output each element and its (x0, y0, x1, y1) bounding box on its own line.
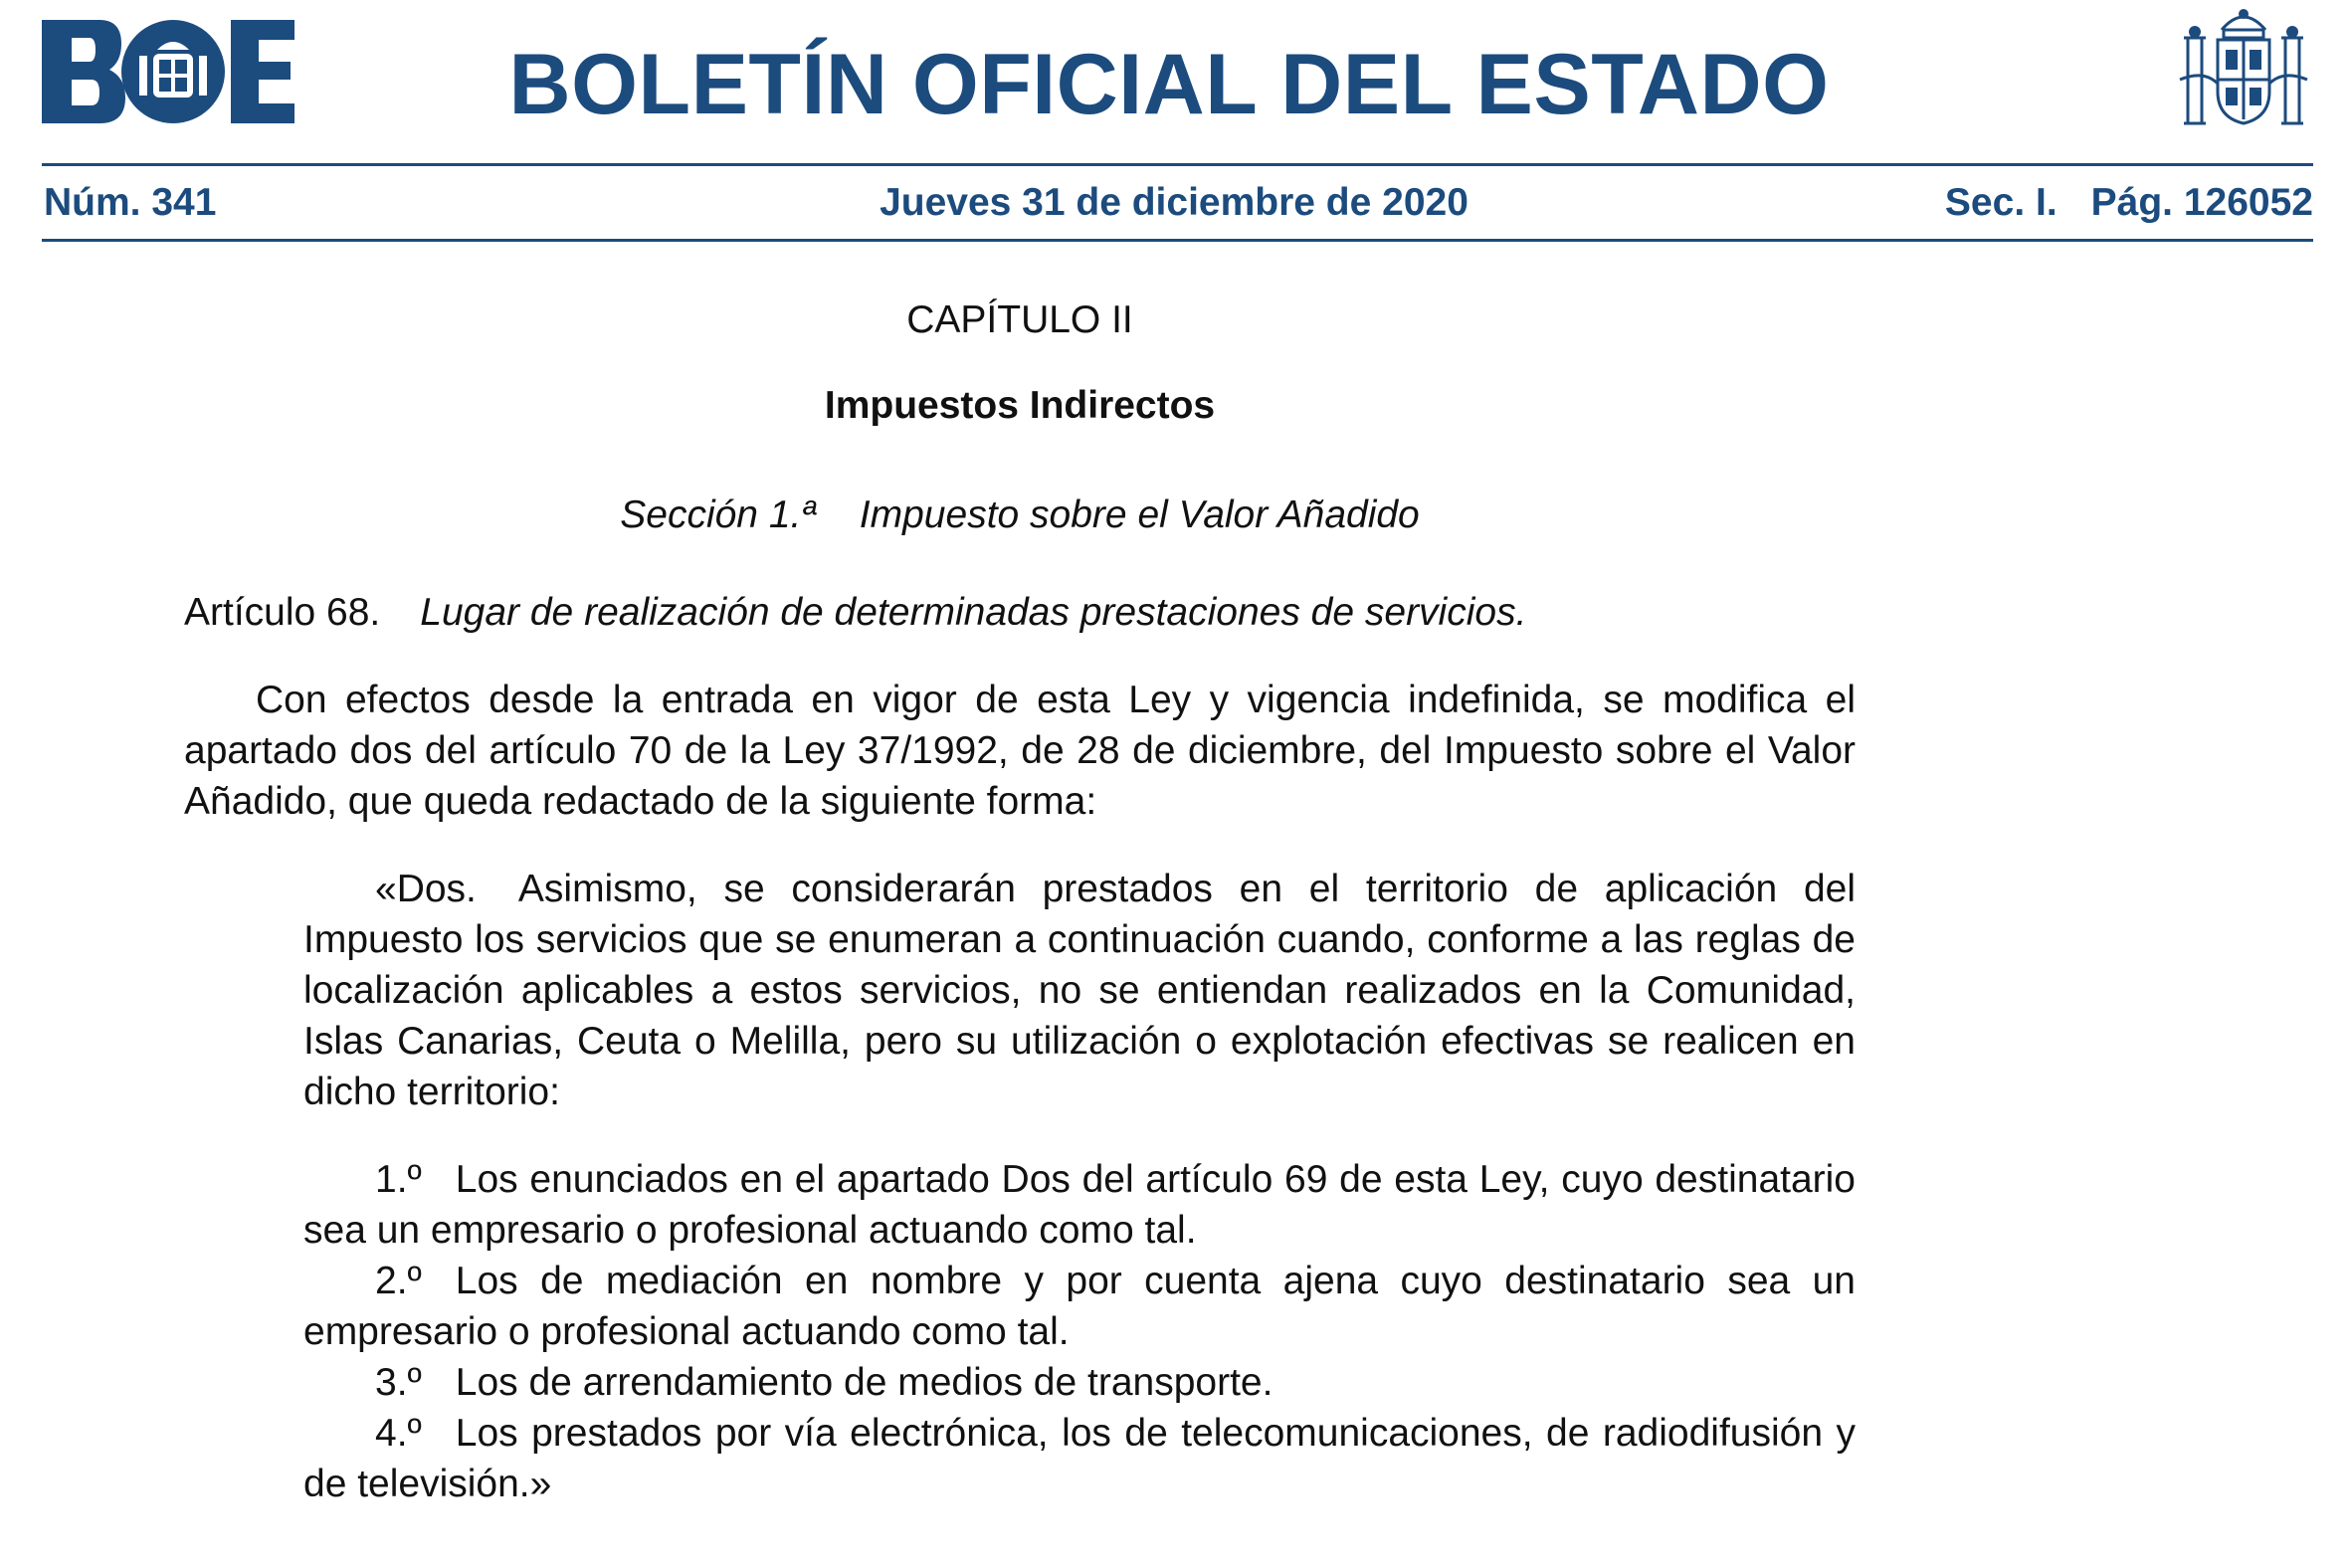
issue-date: Jueves 31 de diciembre de 2020 (880, 181, 1469, 224)
list-item (303, 1357, 1856, 1408)
list-item-text: Los prestados por vía electrónica, los de telecomunicaciones, de radiodifusión y de televisión.» (303, 1412, 1856, 1505)
article-heading (184, 587, 1526, 638)
list-item (303, 1408, 1856, 1509)
chapter-title: Impuestos Indirectos (824, 384, 1216, 427)
masthead-title: BOLETÍN OFICIAL DEL ESTADO (508, 37, 1830, 132)
quote-lead: «Dos. (375, 868, 477, 910)
list-item-number: 3.º (375, 1361, 422, 1404)
article-title: Lugar de realización de determinadas prestaciones de servicios. (420, 591, 1527, 634)
list-item-number: 1.º (375, 1158, 422, 1201)
article-label: Artículo 68. (184, 591, 381, 634)
numbered-list (303, 1154, 1856, 1509)
list-item-text: Los enunciados en el apartado Dos del artículo 69 de esta Ley, cuyo destinatario sea un empresario o profesional actuando como tal. (303, 1158, 1856, 1252)
coat-of-arms-icon (2174, 0, 2313, 139)
list-item-text: Los de mediación en nombre y por cuenta ajena cuyo destinatario sea un empresario o profesional actuando como tal. (303, 1260, 1856, 1353)
header-rule-top (42, 163, 2313, 166)
chapter-heading: CAPÍTULO II (906, 298, 1133, 341)
page-number: Pág. 126052 (2090, 181, 2313, 224)
list-item-number: 2.º (375, 1260, 422, 1302)
section-title: Impuesto sobre el Valor Añadido (859, 493, 1420, 536)
masthead (0, 0, 2351, 249)
list-item (303, 1256, 1856, 1357)
article-paragraph: Con efectos desde la entrada en vigor de esta Ley y vigencia indefinida, se modifica el apartado dos del artículo 70 de la Ley 37/1992, de 28 de diciembre, del Impuesto sobre el Valor Añadido, que queda redactado de la siguiente forma: (184, 679, 1856, 823)
quoted-paragraph (303, 864, 1856, 1117)
header-rule-bottom (42, 239, 2313, 242)
section-heading (184, 490, 1856, 540)
list-item-number: 4.º (375, 1412, 422, 1455)
section-and-page (1945, 175, 2313, 231)
section-number: Sección 1.ª (620, 493, 816, 536)
boe-logo (42, 20, 294, 123)
issue-number: Núm. 341 (44, 181, 217, 224)
list-item-text: Los de arrendamiento de medios de transporte. (455, 1361, 1273, 1404)
quote-text: Asimismo, se considerarán prestados en el territorio de aplicación del Impuesto los servicios que se enumeran a continuación cuando, conforme a las reglas de localización aplicables a estos servicios, no se entiendan realizados en la Comunidad, Islas Canarias, Ceuta o Melilla, pero su utilización o explotación efectivas se realicen en dicho territorio: (303, 868, 1856, 1113)
list-item (303, 1154, 1856, 1256)
section-label: Sec. I. (1944, 181, 2057, 224)
